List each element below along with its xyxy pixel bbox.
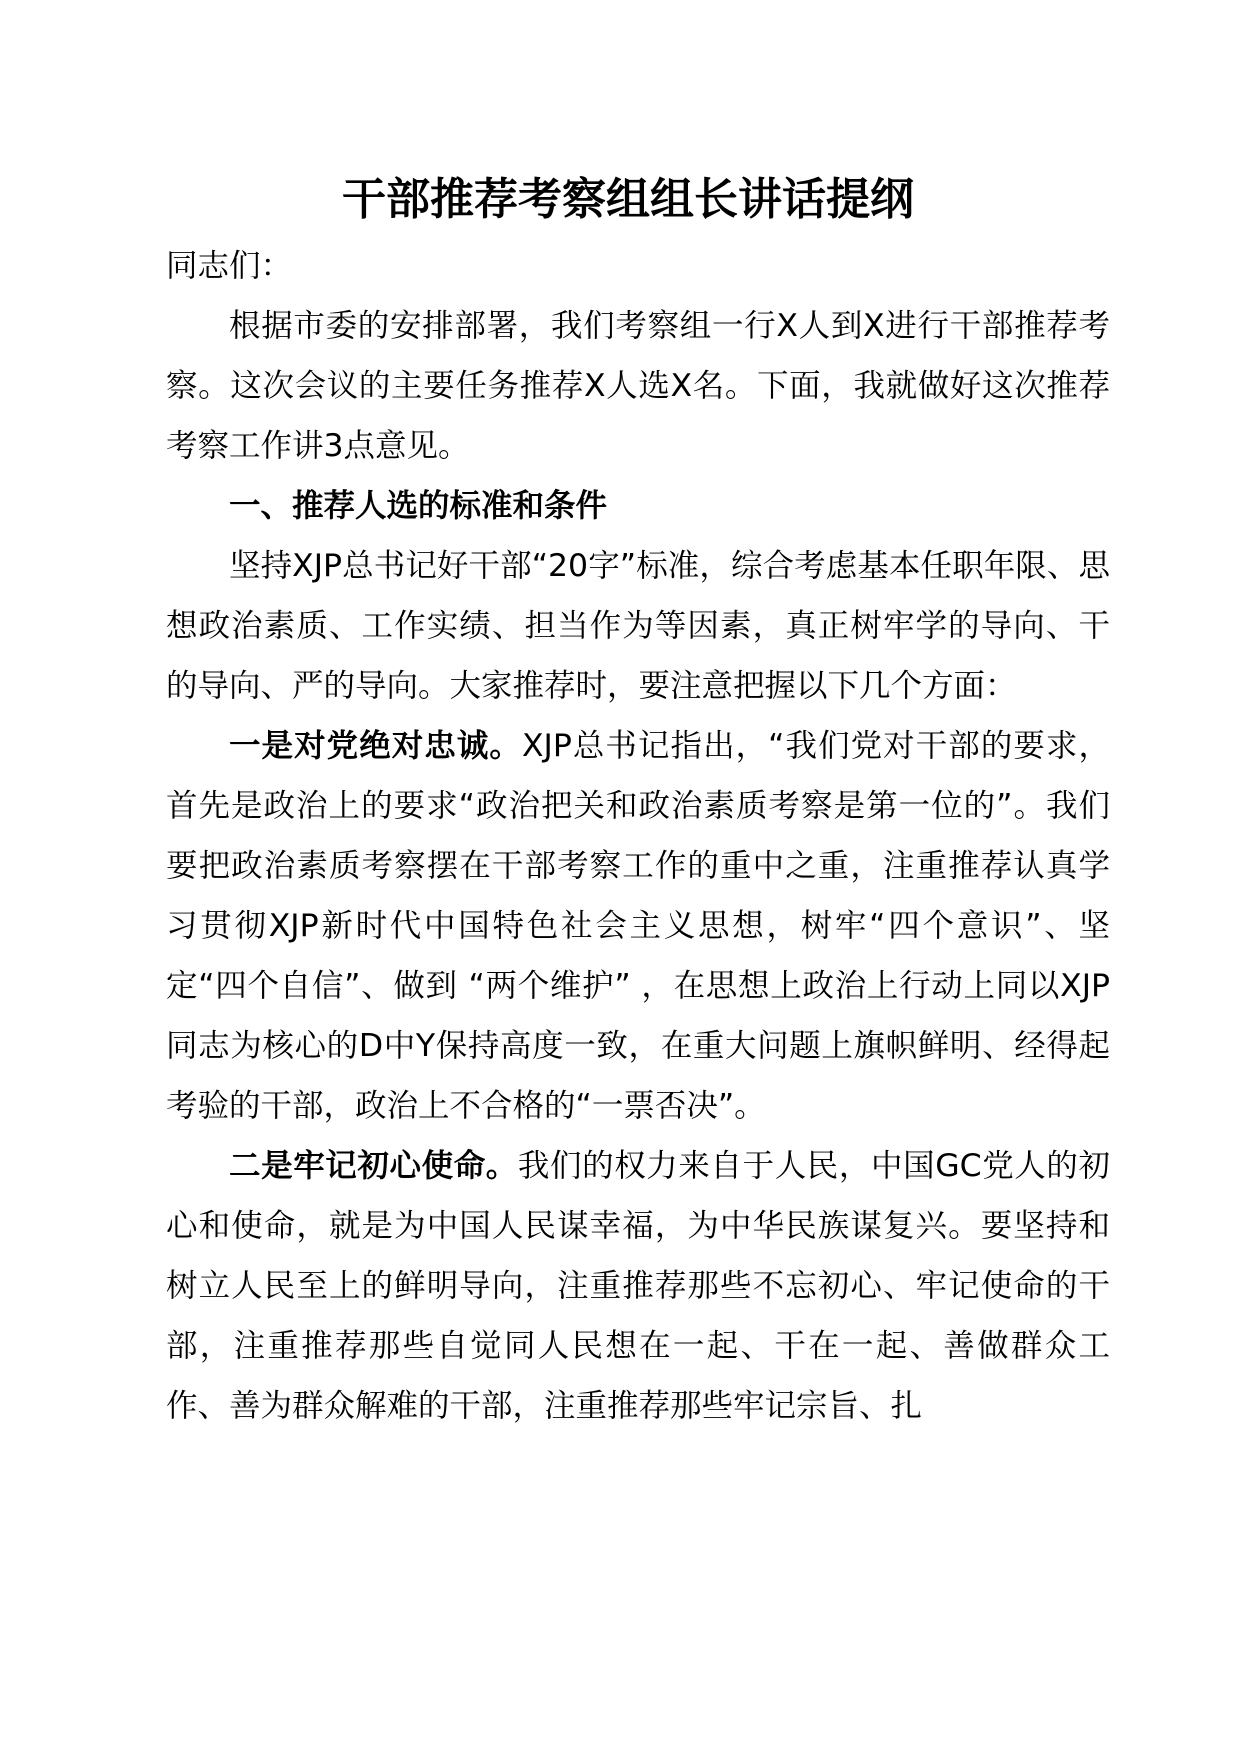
point-2-paragraph: [166, 1136, 1110, 1436]
intro-paragraph: 根据市委的安排部署，我们考察组一行X人到X进行干部推荐考察。这次会议的主要任务推荐X人选X名。下面，我就做好这次推荐考察工作讲3点意见。: [166, 308, 1110, 464]
point-1-body: XJP总书记指出，“我们党对干部的要求，首先是政治上的要求“政治把关和政治素质考察是第一位的”。我们要把政治素质考察摆在干部考察工作的重中之重，注重推荐认真学习贯彻XJP新时代中国特色社会主义思想，树牢“四个意识”、坚定“四个自信”、做到 “两个维护” ，在思想上政治上行动上同以XJP同志为核心的D中Y保持高度一致，在重大问题上旗帜鲜明、经得起考验的干部，政治上不合格的“一票否决”。: [166, 728, 1110, 1124]
document-title: 干部推荐考察组组长讲话提纲: [342, 174, 914, 225]
point-2-body: 我们的权力来自于人民，中国GC党人的初心和使命，就是为中国人民谋幸福，为中华民族谋复兴。要坚持和树立人民至上的鲜明导向，注重推荐那些不忘初心、牢记使命的干部，注重推荐那些自觉同人民想在一起、干在一起、善做群众工作、善为群众解难的干部，注重推荐那些牢记宗旨、扎: [166, 1148, 1110, 1424]
section-1-paragraph: 坚持XJP总书记好干部“20字”标准，综合考虑基本任职年限、思想政治素质、工作实绩、担当作为等因素，真正树牢学的导向、干的导向、严的导向。大家推荐时，要注意把握以下几个方面：: [166, 548, 1110, 704]
salutation: 同志们：: [166, 248, 293, 284]
section-heading-1: 一、推荐人选的标准和条件: [229, 488, 608, 524]
point-1-paragraph: [166, 716, 1110, 1136]
point-2-lead: 二是牢记初心使命。: [229, 1148, 518, 1184]
point-1-lead: 一是对党绝对忠诚。: [229, 728, 522, 764]
